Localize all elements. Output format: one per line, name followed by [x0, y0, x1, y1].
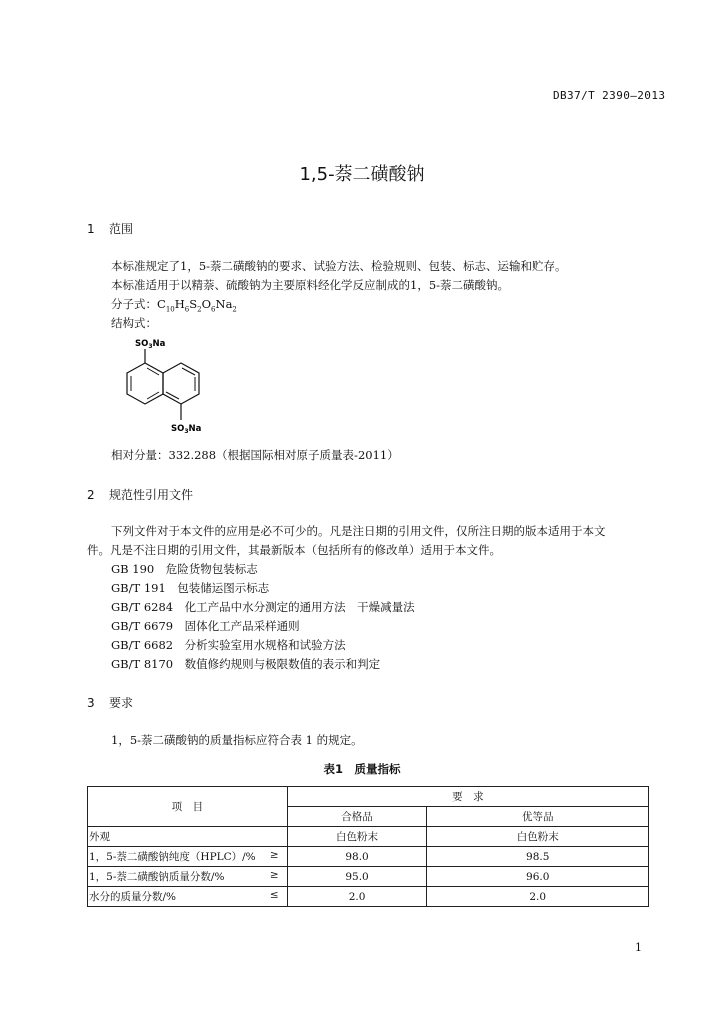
section-3-number: 3 — [87, 696, 95, 710]
row-item-label: 1，5-萘二磺酸钠质量分数/% — [89, 871, 225, 883]
document-title: 1,5-萘二磺酸钠 — [299, 164, 425, 185]
row-value-superior: 2.0 — [427, 887, 649, 907]
section-1-heading — [87, 220, 133, 237]
row-item-label: 外观 — [89, 831, 110, 843]
table-row — [88, 827, 649, 847]
molecular-weight: 相对分量：332.288（根据国际相对原子质量表-2011） — [111, 448, 399, 462]
row-value-superior: 白色粉末 — [427, 827, 649, 847]
row-item-label: 水分的质量分数/% — [89, 891, 177, 903]
substituent-bottom-label: $SO_3Na$ — [171, 424, 202, 435]
formula-value: $C_{10}H_6S_2O_6Na_2$ — [157, 297, 237, 314]
naphthalene-structure-diagram — [108, 334, 228, 440]
section-1-title: 范围 — [109, 222, 134, 236]
row-value-qualified: 95.0 — [287, 867, 427, 887]
row-value-qualified: 白色粉末 — [287, 827, 427, 847]
reference-item: GB/T 6679 固体化工产品采样通则 — [111, 619, 300, 633]
section-2-heading — [87, 486, 193, 503]
reference-item: GB 190 危险货物包装标志 — [111, 562, 258, 576]
section-1-number: 1 — [87, 222, 95, 236]
references-intro-line-2: 件。凡是不注日期的引用文件，其最新版本（包括所有的修改单）适用于本文件。 — [87, 543, 501, 557]
table-row — [88, 847, 649, 867]
row-item — [88, 887, 288, 907]
table-header-row — [88, 787, 649, 807]
row-value-qualified: 2.0 — [287, 887, 427, 907]
requirements-paragraph: 1，5-萘二磺酸钠的质量指标应符合表 1 的规定。 — [111, 733, 363, 747]
row-value-qualified: 98.0 — [287, 847, 427, 867]
section-2-number: 2 — [87, 488, 95, 502]
formula-label: 分子式： — [111, 297, 157, 311]
row-item-label: 1，5-萘二磺酸钠纯度（HPLC）/% — [89, 851, 256, 863]
quality-index-table — [87, 786, 649, 907]
row-value-superior: 98.5 — [427, 847, 649, 867]
row-item — [88, 867, 288, 887]
molecular-formula — [111, 296, 237, 313]
header-requirements: 要 求 — [287, 787, 648, 807]
table-row — [88, 867, 649, 887]
table-caption: 表1 质量指标 — [323, 762, 401, 776]
header-item: 项 目 — [88, 787, 288, 827]
row-relation: ≤ — [269, 889, 279, 901]
page-number: 1 — [635, 941, 642, 954]
standard-code: DB37/T 2390—2013 — [553, 89, 666, 102]
section-3-title: 要求 — [109, 696, 134, 710]
reference-item: GB/T 191 包装储运图示标志 — [111, 581, 270, 595]
reference-item: GB/T 8170 数值修约规则与极限数值的表示和判定 — [111, 657, 381, 671]
reference-item: GB/T 6284 化工产品中水分测定的通用方法 干燥减量法 — [111, 600, 415, 614]
structure-label: 结构式： — [111, 316, 157, 330]
reference-item: GB/T 6682 分析实验室用水规格和试验方法 — [111, 638, 346, 652]
table-row — [88, 887, 649, 907]
row-value-superior: 96.0 — [427, 867, 649, 887]
header-grade-superior: 优等品 — [427, 807, 649, 827]
header-grade-qualified: 合格品 — [287, 807, 427, 827]
section-2-title: 规范性引用文件 — [109, 488, 194, 502]
row-item — [88, 847, 288, 867]
section-3-heading — [87, 694, 133, 711]
scope-paragraph-1: 本标准规定了1，5-萘二磺酸钠的要求、试验方法、检验规则、包装、标志、运输和贮存。 — [111, 259, 567, 273]
row-relation: ≥ — [269, 869, 279, 881]
references-intro-line-1: 下列文件对于本文件的应用是必不可少的。凡是注日期的引用文件，仅所注日期的版本适用于本文 — [111, 524, 606, 538]
scope-paragraph-2: 本标准适用于以精萘、硫酸钠为主要原料经化学反应制成的1，5-萘二磺酸钠。 — [111, 278, 510, 292]
substituent-top-label: $SO_3Na$ — [135, 339, 166, 350]
row-relation: ≥ — [269, 849, 279, 861]
row-item — [88, 827, 288, 847]
